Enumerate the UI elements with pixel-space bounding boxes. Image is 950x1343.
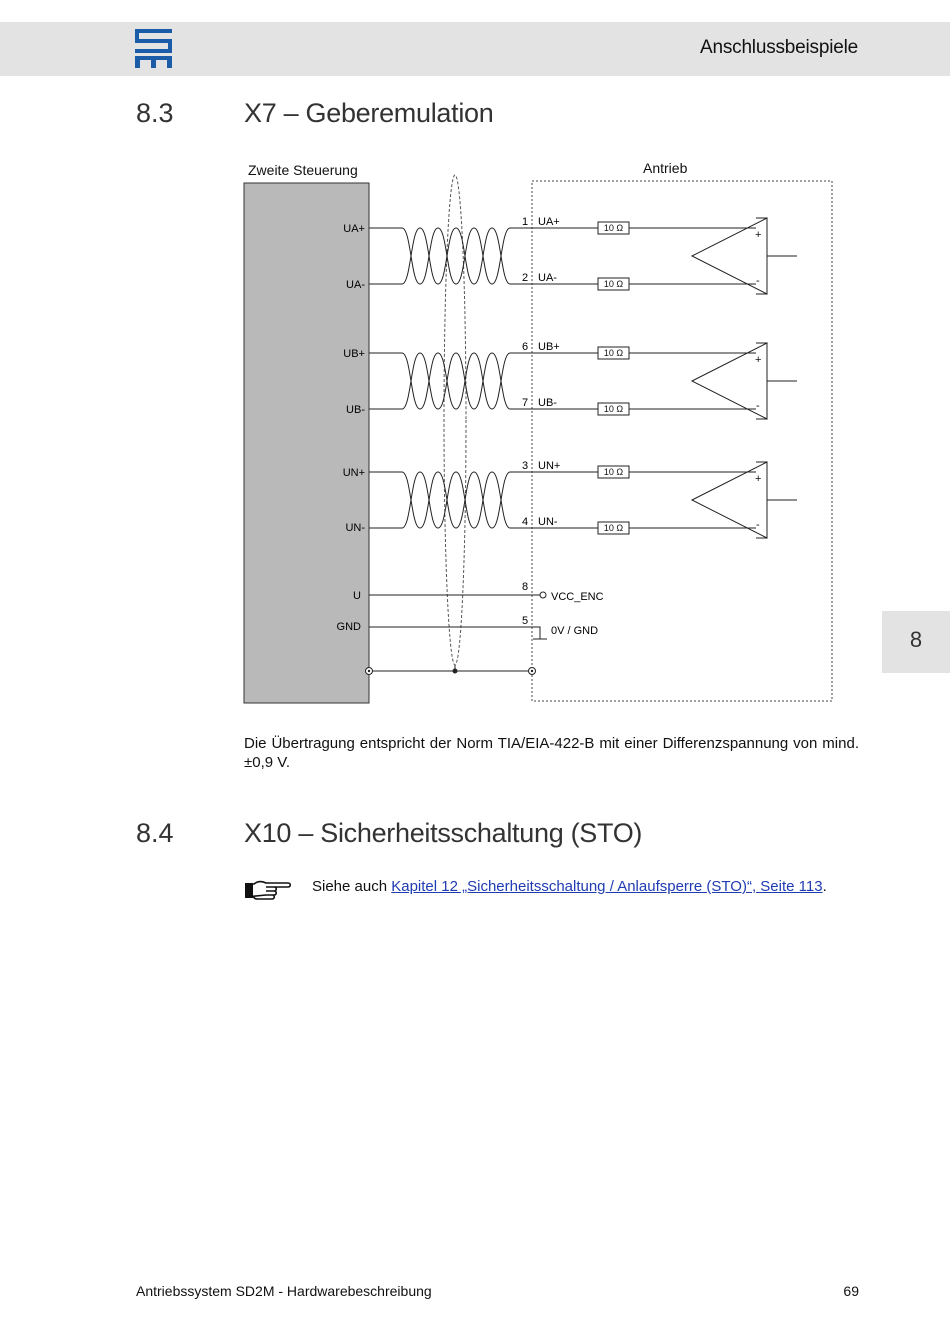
plus-sign: + bbox=[755, 229, 762, 241]
pin-number-5: 5 bbox=[522, 615, 529, 627]
pointing-hand-icon bbox=[244, 878, 292, 906]
pin-label-ub-plus: UB+ bbox=[343, 348, 365, 360]
drive-pin-un-minus: UN- bbox=[538, 516, 558, 528]
section-number: 8.3 bbox=[136, 98, 174, 128]
header-title: Anschlussbeispiele bbox=[700, 37, 858, 58]
note-suffix: . bbox=[822, 878, 827, 895]
company-logo bbox=[135, 29, 172, 68]
pin-number-8: 8 bbox=[522, 581, 529, 593]
twisted-pair-b bbox=[369, 353, 532, 409]
pin-label-ua-plus: UA+ bbox=[343, 223, 365, 235]
pin-number-7: 7 bbox=[522, 397, 529, 409]
resistor-value: 10 Ω bbox=[603, 404, 624, 414]
vcc-label: VCC_ENC bbox=[551, 591, 604, 603]
receiver-a bbox=[692, 218, 797, 294]
resistor-value: 10 Ω bbox=[603, 223, 624, 233]
section-number: 8.4 bbox=[136, 818, 174, 848]
chapter-tab bbox=[882, 611, 950, 673]
minus-sign: - bbox=[756, 275, 760, 287]
page-number: 69 bbox=[843, 1283, 859, 1299]
section-title: X7 – Geberemulation bbox=[244, 98, 494, 128]
left-device-label: Zweite Steuerung bbox=[248, 162, 358, 178]
twisted-pair-n bbox=[369, 472, 532, 528]
gnd-label: 0V / GND bbox=[551, 625, 599, 637]
pin-label-un-plus: UN+ bbox=[342, 467, 365, 479]
right-device-label: Antrieb bbox=[643, 160, 688, 176]
vcc-terminal bbox=[540, 592, 546, 598]
wiring-diagram bbox=[240, 155, 840, 710]
plus-sign: + bbox=[755, 473, 762, 485]
pin-label-ub-minus: UB- bbox=[346, 404, 365, 416]
drive-pin-ua-plus: UA+ bbox=[538, 216, 560, 228]
drive-pin-ua-minus: UA- bbox=[538, 272, 557, 284]
section-title: X10 – Sicherheitsschaltung (STO) bbox=[244, 818, 643, 848]
minus-sign: - bbox=[756, 400, 760, 412]
drive-pin-ub-plus: UB+ bbox=[538, 341, 560, 353]
note-prefix: Siehe auch bbox=[312, 878, 392, 895]
twisted-pair-a bbox=[369, 228, 532, 284]
pin-number-3: 3 bbox=[522, 460, 529, 472]
pin-label-gnd: GND bbox=[336, 621, 361, 633]
resistor-value: 10 Ω bbox=[603, 348, 624, 358]
pin-label-un-minus: UN- bbox=[345, 522, 365, 534]
drive-pin-un-plus: UN+ bbox=[538, 460, 561, 472]
drive-pin-ub-minus: UB- bbox=[538, 397, 557, 409]
pin-label-u: U bbox=[353, 590, 361, 602]
resistor-value: 10 Ω bbox=[603, 467, 624, 477]
cable-shield bbox=[444, 175, 466, 665]
plus-sign: + bbox=[755, 354, 762, 366]
pin-number-6: 6 bbox=[522, 341, 529, 353]
resistor-value: 10 Ω bbox=[603, 279, 624, 289]
receiver-n bbox=[692, 462, 797, 538]
chapter-tab-label: 8 bbox=[909, 627, 923, 652]
pin-number-4: 4 bbox=[522, 516, 529, 528]
receiver-b bbox=[692, 343, 797, 419]
cross-reference-note bbox=[312, 877, 856, 896]
chapter-12-link[interactable]: Kapitel 12 „Sicherheitsschaltung / Anlaufsperre (STO)“, Seite 113 bbox=[391, 878, 823, 895]
minus-sign: - bbox=[756, 519, 760, 531]
shield-junction bbox=[453, 669, 458, 674]
drive-box bbox=[532, 181, 832, 701]
pin-number-2: 2 bbox=[522, 272, 529, 284]
resistor-value: 10 Ω bbox=[603, 523, 624, 533]
pin-number-1: 1 bbox=[522, 216, 529, 228]
pin-label-ua-minus: UA- bbox=[346, 279, 365, 291]
footer-document-title: Antriebssystem SD2M - Hardwarebeschreibung bbox=[136, 1283, 432, 1299]
body-paragraph: Die Übertragung entspricht der Norm TIA/EIA-422-B mit einer Differenzspannung von mind. ±0,9 V. bbox=[244, 735, 859, 771]
